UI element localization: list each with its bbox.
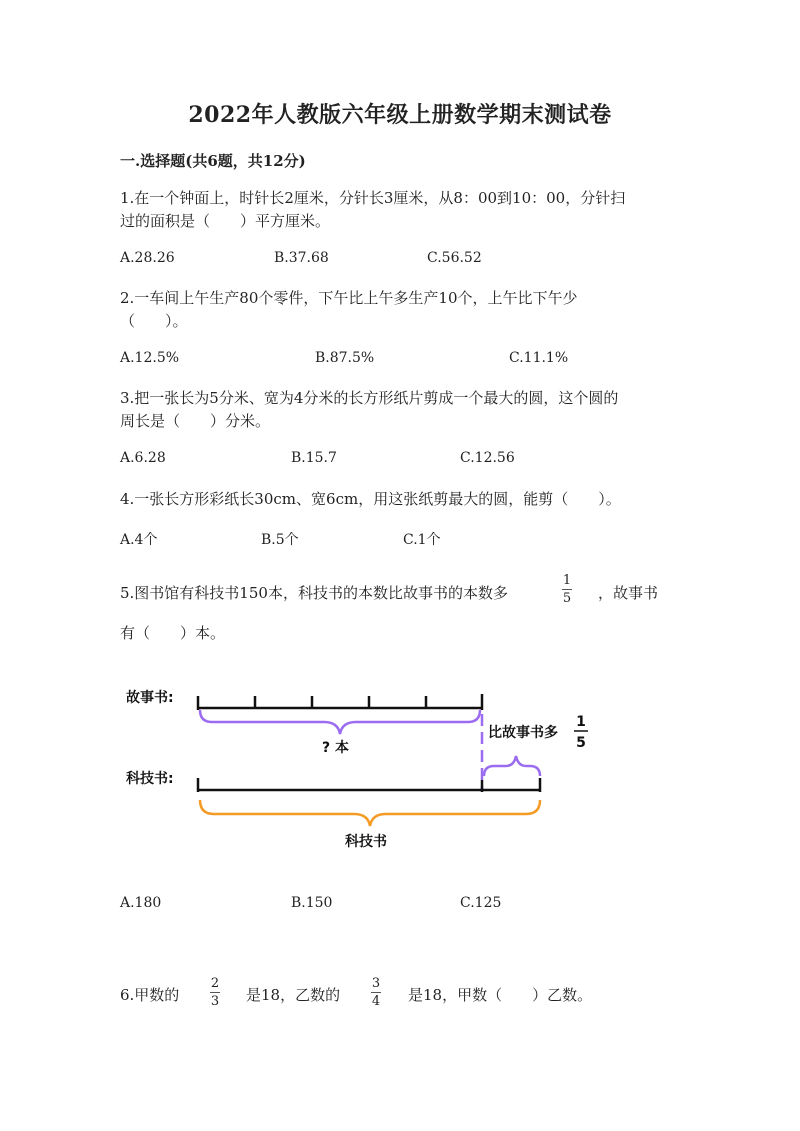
question-4-option-a: A.4个 [120,532,158,548]
question-4-option-c: C.1个 [403,532,441,548]
question-1-option-a: A.28.26 [120,250,175,266]
question-1-option-c: C.56.52 [427,250,482,266]
extra-brace [484,756,540,776]
fraction-denominator: 5 [562,591,572,606]
question-5-line-1b: ，故事书 [598,584,659,602]
question-3-option-b: B.15.7 [291,450,337,466]
unknown-count-label: ? 本 [322,740,349,756]
fraction-numerator: 1 [562,573,572,588]
question-6-fraction-2 [371,976,381,1009]
question-5-line-2: 有（ ）本。 [120,624,226,642]
question-2-option-b: B.87.5% [315,350,375,366]
story-brace [200,710,480,734]
question-4-line-1: 4.一张长方形彩纸长30cm、宽6cm，用这张纸剪最大的圆，能剪（ ）。 [120,490,621,508]
question-4-option-b: B.5个 [261,532,299,548]
more-than-label: 比故事书多 [488,725,558,741]
story-book-line [198,694,482,710]
question-3-line-2: 周长是（ ）分米。 [120,412,271,430]
more-fraction-denominator: 5 [576,735,586,751]
question-1-option-b: B.37.68 [274,250,329,266]
question-5-option-a: A.180 [120,895,162,911]
question-3-line-1: 3.把一张长为5分米、宽为4分米的长方形纸片剪成一个最大的圆，这个圆的 [120,389,619,407]
question-6-part-1: 6.甲数的 [120,986,180,1004]
line-segment-diagram [110,680,630,860]
question-1-line-2: 过的面积是（ ）平方厘米。 [120,212,331,230]
question-5-option-b: B.150 [291,895,333,911]
question-5-option-c: C.125 [460,895,502,911]
fraction-2-numerator: 3 [371,976,381,991]
question-3-option-a: A.6.28 [120,450,166,466]
question-6-part-2: 是18，乙数的 [246,986,341,1004]
question-6-part-3: 是18，甲数（ ）乙数。 [408,986,593,1004]
question-2-line-2: （ ）。 [120,312,188,330]
page-title: 2022年人教版六年级上册数学期末测试卷 [188,102,612,128]
science-book-label: 科技书: [126,771,174,787]
question-6-fraction-1 [210,976,220,1009]
question-3-option-c: C.12.56 [460,450,515,466]
question-2-option-a: A.12.5% [120,350,180,366]
fraction-1-numerator: 2 [210,976,220,991]
question-5-line-1a: 5.图书馆有科技书150本，科技书的本数比故事书的本数多 [120,584,508,602]
question-2-line-1: 2.一车间上午生产80个零件，下午比上午多生产10个，上午比下午少 [120,289,578,307]
science-brace [200,800,540,826]
story-book-label: 故事书: [126,690,174,706]
more-fraction-numerator: 1 [576,714,586,730]
science-brace-label: 科技书 [345,834,387,850]
fraction-1-denominator: 3 [210,994,220,1009]
question-5-fraction [562,573,572,606]
fraction-2-denominator: 4 [371,994,381,1009]
section-heading: 一.选择题(共6题，共12分) [120,152,306,170]
question-1-line-1: 1.在一个钟面上，时针长2厘米，分针长3厘米，从8：00到10：00，分针扫 [120,189,626,207]
science-book-line [198,778,540,792]
question-2-option-c: C.11.1% [509,350,569,366]
